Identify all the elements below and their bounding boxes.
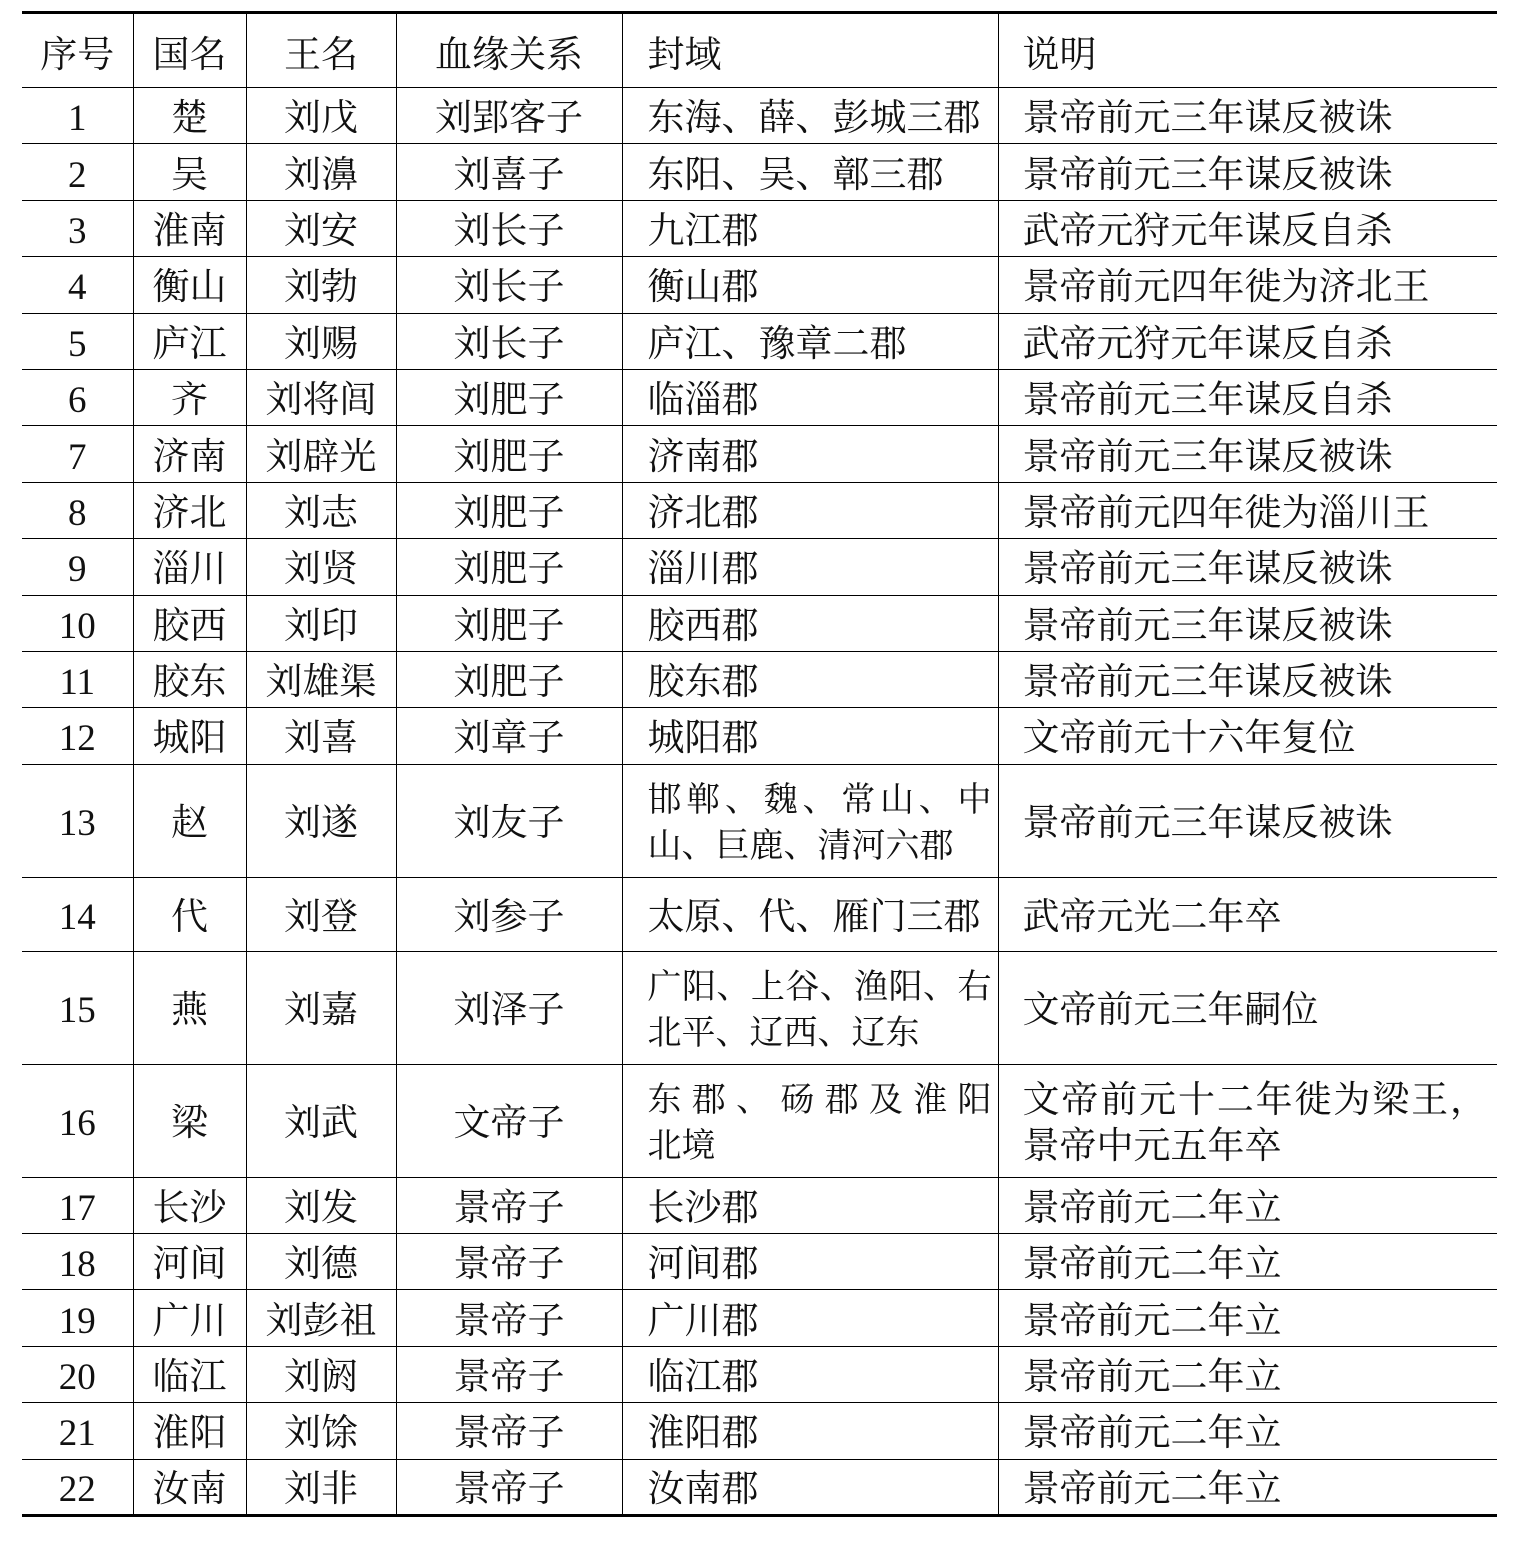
cell-fief: 济南郡 [622, 426, 998, 482]
table-row [22, 200, 1497, 256]
cell-lineage: 景帝子 [396, 1346, 622, 1402]
cell-king: 刘志 [246, 482, 396, 538]
cell-lineage: 刘长子 [396, 200, 622, 256]
cell-fief [622, 764, 998, 877]
cell-fief: 胶西郡 [622, 595, 998, 651]
cell-king: 刘馀 [246, 1403, 396, 1459]
cell-king: 刘武 [246, 1064, 396, 1177]
cell-lineage: 景帝子 [396, 1177, 622, 1233]
header-no: 序号 [22, 13, 133, 88]
cell-note: 景帝前元四年徙为济北王 [998, 257, 1497, 313]
cell-state: 淮阳 [133, 1403, 246, 1459]
cell-note: 景帝前元二年立 [998, 1346, 1497, 1402]
cell-lineage: 景帝子 [396, 1403, 622, 1459]
cell-king: 刘安 [246, 200, 396, 256]
cell-fief: 东阳、吴、鄣三郡 [622, 144, 998, 200]
table-body [22, 88, 1497, 1516]
cell-lineage: 刘章子 [396, 708, 622, 764]
cell-state: 梁 [133, 1064, 246, 1177]
cell-king: 刘濞 [246, 144, 396, 200]
cell-fief [622, 951, 998, 1064]
cell-no: 14 [22, 877, 133, 951]
cell-fief: 汝南郡 [622, 1459, 998, 1515]
table-row [22, 595, 1497, 651]
cell-fief: 庐江、豫章二郡 [622, 313, 998, 369]
cell-state: 齐 [133, 369, 246, 425]
cell-state: 胶东 [133, 651, 246, 707]
cell-lineage: 景帝子 [396, 1234, 622, 1290]
table-row [22, 651, 1497, 707]
cell-no: 18 [22, 1234, 133, 1290]
cell-lineage: 刘友子 [396, 764, 622, 877]
cell-note: 景帝前元二年立 [998, 1234, 1497, 1290]
cell-state: 河间 [133, 1234, 246, 1290]
table-row [22, 257, 1497, 313]
cell-note: 景帝前元三年谋反被诛 [998, 764, 1497, 877]
cell-fief: 临江郡 [622, 1346, 998, 1402]
table-row [22, 88, 1497, 144]
cell-lineage: 刘肥子 [396, 595, 622, 651]
header-king: 王名 [246, 13, 396, 88]
cell-no: 16 [22, 1064, 133, 1177]
table-row [22, 369, 1497, 425]
cell-note: 景帝前元三年谋反被诛 [998, 651, 1497, 707]
cell-state: 淮南 [133, 200, 246, 256]
table-row [22, 1064, 1497, 1177]
cell-king: 刘嘉 [246, 951, 396, 1064]
cell-lineage: 刘肥子 [396, 651, 622, 707]
cell-king: 刘阏 [246, 1346, 396, 1402]
cell-note: 武帝元狩元年谋反自杀 [998, 313, 1497, 369]
cell-state: 代 [133, 877, 246, 951]
cell-no: 12 [22, 708, 133, 764]
cell-fief [622, 1064, 998, 1177]
table-row [22, 313, 1497, 369]
header-state: 国名 [133, 13, 246, 88]
cell-king: 刘将闾 [246, 369, 396, 425]
cell-state: 淄川 [133, 539, 246, 595]
cell-state: 吴 [133, 144, 246, 200]
cell-state: 汝南 [133, 1459, 246, 1515]
cell-note: 景帝前元三年谋反被诛 [998, 539, 1497, 595]
cell-line: 北境 [647, 1128, 716, 1166]
cell-no: 6 [22, 369, 133, 425]
cell-no: 22 [22, 1459, 133, 1515]
cell-lineage: 刘肥子 [396, 426, 622, 482]
cell-fief: 淮阳郡 [622, 1403, 998, 1459]
cell-king: 刘遂 [246, 764, 396, 877]
cell-fief: 胶东郡 [622, 651, 998, 707]
table-row [22, 144, 1497, 200]
cell-lineage: 景帝子 [396, 1290, 622, 1346]
cell-no: 4 [22, 257, 133, 313]
cell-fief: 淄川郡 [622, 539, 998, 595]
cell-king: 刘勃 [246, 257, 396, 313]
cell-note: 武帝元光二年卒 [998, 877, 1497, 951]
cell-king: 刘非 [246, 1459, 396, 1515]
cell-note: 景帝前元三年谋反被诛 [998, 144, 1497, 200]
kings-table [22, 11, 1497, 1517]
cell-king: 刘辟光 [246, 426, 396, 482]
cell-fief: 广川郡 [622, 1290, 998, 1346]
table-row [22, 482, 1497, 538]
cell-no: 15 [22, 951, 133, 1064]
cell-fief: 长沙郡 [622, 1177, 998, 1233]
cell-line: 山、巨鹿、清河六郡 [647, 828, 954, 866]
cell-no: 17 [22, 1177, 133, 1233]
cell-state: 济南 [133, 426, 246, 482]
cell-line: 文帝前元十二年徙为梁王， [1022, 1080, 1487, 1122]
cell-no: 9 [22, 539, 133, 595]
table-row [22, 539, 1497, 595]
cell-fief: 临淄郡 [622, 369, 998, 425]
cell-note: 景帝前元二年立 [998, 1177, 1497, 1233]
cell-lineage: 刘肥子 [396, 539, 622, 595]
cell-lineage: 刘肥子 [396, 369, 622, 425]
cell-lineage: 刘泽子 [396, 951, 622, 1064]
cell-state: 庐江 [133, 313, 246, 369]
cell-no: 8 [22, 482, 133, 538]
cell-note [998, 1064, 1497, 1177]
cell-state: 临江 [133, 1346, 246, 1402]
cell-line: 北平、辽西、辽东 [647, 1015, 920, 1053]
table-row [22, 1403, 1497, 1459]
cell-no: 2 [22, 144, 133, 200]
table-row [22, 764, 1497, 877]
table-header [22, 13, 1497, 88]
cell-king: 刘赐 [246, 313, 396, 369]
cell-note: 文帝前元三年嗣位 [998, 951, 1497, 1064]
cell-no: 13 [22, 764, 133, 877]
cell-state: 济北 [133, 482, 246, 538]
cell-no: 11 [22, 651, 133, 707]
cell-lineage: 景帝子 [396, 1459, 622, 1515]
cell-no: 21 [22, 1403, 133, 1459]
cell-note: 景帝前元二年立 [998, 1290, 1497, 1346]
cell-king: 刘彭祖 [246, 1290, 396, 1346]
cell-king: 刘戊 [246, 88, 396, 144]
cell-note: 景帝前元四年徙为淄川王 [998, 482, 1497, 538]
cell-fief: 衡山郡 [622, 257, 998, 313]
cell-note: 景帝前元三年谋反被诛 [998, 426, 1497, 482]
cell-line: 邯郸、魏、常山、中 [647, 782, 992, 820]
cell-note: 景帝前元三年谋反自杀 [998, 369, 1497, 425]
header-note: 说明 [998, 13, 1497, 88]
table-row [22, 426, 1497, 482]
cell-state: 衡山 [133, 257, 246, 313]
table-row [22, 877, 1497, 951]
table-row [22, 1290, 1497, 1346]
cell-state: 广川 [133, 1290, 246, 1346]
cell-lineage: 刘长子 [396, 257, 622, 313]
cell-king: 刘印 [246, 595, 396, 651]
cell-no: 20 [22, 1346, 133, 1402]
cell-state: 长沙 [133, 1177, 246, 1233]
cell-lineage: 刘郢客子 [396, 88, 622, 144]
cell-lineage: 刘参子 [396, 877, 622, 951]
cell-king: 刘登 [246, 877, 396, 951]
table-row [22, 1177, 1497, 1233]
cell-state: 楚 [133, 88, 246, 144]
cell-state: 赵 [133, 764, 246, 877]
cell-note: 景帝前元三年谋反被诛 [998, 595, 1497, 651]
cell-king: 刘贤 [246, 539, 396, 595]
header-row [22, 13, 1497, 88]
cell-no: 5 [22, 313, 133, 369]
cell-fief: 河间郡 [622, 1234, 998, 1290]
cell-line: 景帝中元五年卒 [1022, 1126, 1282, 1168]
cell-no: 3 [22, 200, 133, 256]
cell-lineage: 刘喜子 [396, 144, 622, 200]
cell-note: 景帝前元二年立 [998, 1403, 1497, 1459]
cell-note: 景帝前元三年谋反被诛 [998, 88, 1497, 144]
table-row [22, 708, 1497, 764]
cell-no: 7 [22, 426, 133, 482]
cell-line: 东郡、砀郡及淮阳 [647, 1082, 992, 1120]
cell-state: 燕 [133, 951, 246, 1064]
cell-state: 城阳 [133, 708, 246, 764]
cell-lineage: 文帝子 [396, 1064, 622, 1177]
header-fief: 封域 [622, 13, 998, 88]
table-row [22, 1459, 1497, 1515]
cell-fief: 太原、代、雁门三郡 [622, 877, 998, 951]
cell-note: 文帝前元十六年复位 [998, 708, 1497, 764]
cell-fief: 城阳郡 [622, 708, 998, 764]
cell-no: 19 [22, 1290, 133, 1346]
cell-note: 武帝元狩元年谋反自杀 [998, 200, 1497, 256]
cell-king: 刘雄渠 [246, 651, 396, 707]
cell-king: 刘德 [246, 1234, 396, 1290]
cell-no: 10 [22, 595, 133, 651]
cell-fief: 九江郡 [622, 200, 998, 256]
cell-lineage: 刘肥子 [396, 482, 622, 538]
header-lineage: 血缘关系 [396, 13, 622, 88]
cell-lineage: 刘长子 [396, 313, 622, 369]
cell-note: 景帝前元二年立 [998, 1459, 1497, 1515]
cell-fief: 东海、薛、彭城三郡 [622, 88, 998, 144]
table-row [22, 1346, 1497, 1402]
table-row [22, 951, 1497, 1064]
cell-fief: 济北郡 [622, 482, 998, 538]
cell-state: 胶西 [133, 595, 246, 651]
cell-king: 刘喜 [246, 708, 396, 764]
cell-no: 1 [22, 88, 133, 144]
cell-king: 刘发 [246, 1177, 396, 1233]
cell-line: 广阳、上谷、渔阳、右 [647, 969, 992, 1007]
table-row [22, 1234, 1497, 1290]
